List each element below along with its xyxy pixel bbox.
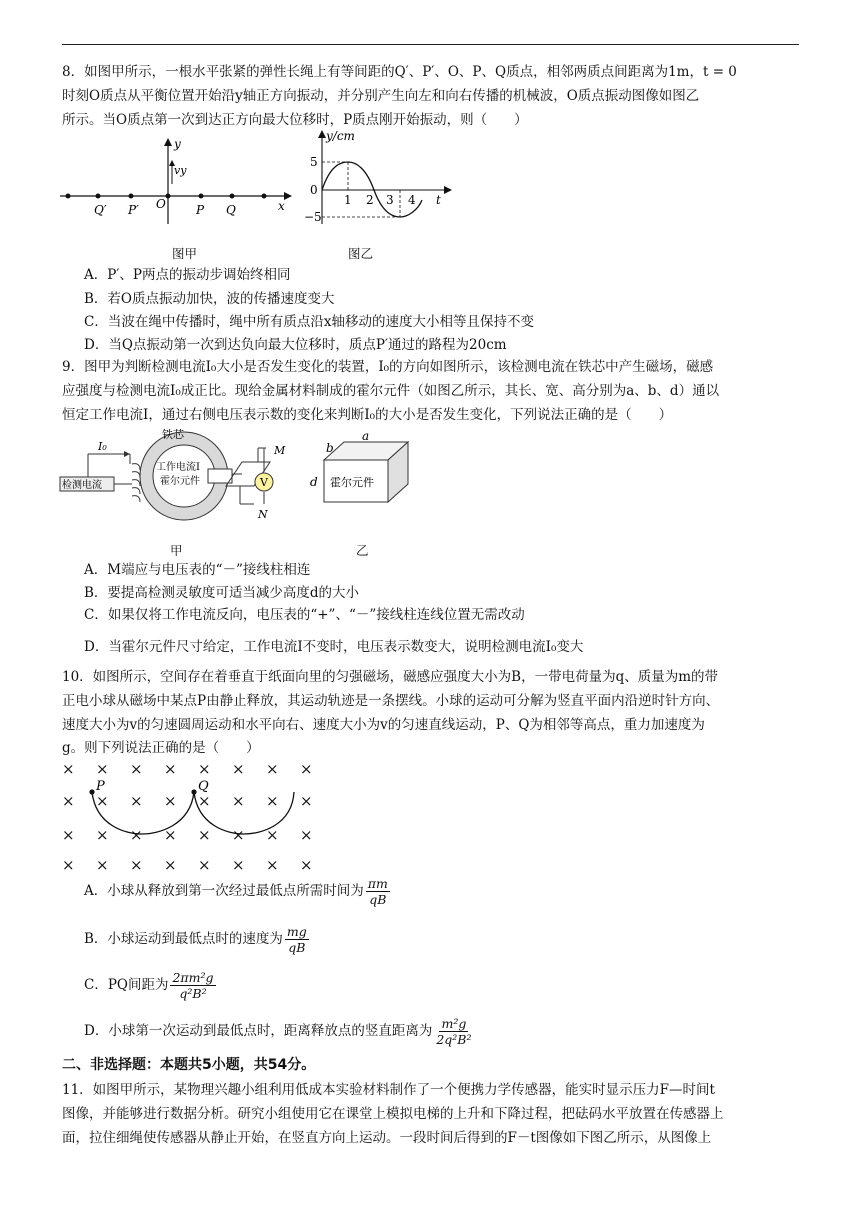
field-cross: ×	[232, 760, 245, 778]
field-cross: ×	[198, 856, 211, 874]
field-cross: ×	[232, 826, 245, 844]
velocity-label: vy	[174, 164, 187, 177]
q10-line3: 速度大小为v的匀速圆周运动和水平向右、速度大小为v的匀速直线运动，P、Q为相邻等高点，重力加速度为	[62, 717, 705, 733]
fraction: $\frac{\text{m²g}}{\text{2q²B²}}$	[436, 1016, 472, 1047]
field-cross: ×	[96, 760, 109, 778]
q9-line2: 应强度与检测电流I₀成正比。现给金属材料制成的霍尔元件（如图乙所示，其长、宽、高分别为a、b、d）通以	[62, 383, 720, 399]
q11-line2: 图像，并能够进行数据分析。研究小组使用它在课堂上模拟电梯的上升和下降过程，把砝码水平放置在传感器上	[62, 1106, 724, 1122]
point-label: P	[96, 779, 105, 794]
point-label: P′	[128, 203, 139, 217]
field-cross: ×	[130, 826, 143, 844]
terminal-label: N	[258, 508, 268, 521]
field-cross: ×	[130, 856, 143, 874]
tick-label: 4	[408, 193, 416, 207]
tick-label: 1	[344, 193, 352, 207]
header-rule	[62, 44, 799, 45]
fraction: $\frac{mg}{qB}$	[286, 924, 307, 955]
q9-line1: 9．图甲为判断检测电流I₀大小是否发生变化的装置，I₀的方向如图所示，该检测电流在铁芯中产生磁场，磁感	[62, 359, 714, 375]
dim-label: b	[326, 441, 334, 455]
axis-label: x	[278, 199, 285, 213]
field-cross: ×	[198, 826, 211, 844]
q8-fig-jia-caption: 图甲	[172, 246, 198, 261]
current-label: I₀	[98, 440, 107, 453]
tick-label: 2	[366, 193, 374, 207]
field-cross: ×	[62, 760, 75, 778]
field-cross: ×	[62, 792, 75, 810]
field-cross: ×	[300, 826, 313, 844]
point-label: Q	[198, 779, 209, 794]
field-cross: ×	[266, 856, 279, 874]
field-cross: ×	[232, 856, 245, 874]
field-cross: ×	[300, 792, 313, 810]
q9-figure-yi	[304, 430, 424, 510]
fraction: $\frac{\text{2πm²g}}{\text{q²B²}}$	[172, 970, 214, 1001]
q9-fig-jia-caption: 甲	[170, 543, 183, 558]
field-cross: ×	[96, 792, 109, 810]
field-cross: ×	[96, 826, 109, 844]
fraction: $\frac{\pi m}{qB}$	[367, 876, 388, 907]
field-cross: ×	[300, 856, 313, 874]
terminal-label: M	[274, 444, 286, 457]
tick-label: 0	[310, 183, 318, 197]
field-cross: ×	[62, 856, 75, 874]
hall-label: 霍尔元件	[330, 476, 374, 489]
axis-label: y/cm	[326, 129, 355, 143]
voltmeter-label: V	[260, 476, 268, 489]
field-cross: ×	[198, 792, 211, 810]
q9-option-c[interactable]: C．如果仅将工作电流反向，电压表的“+”、“－”接线柱连线位置无需改动	[84, 607, 525, 623]
q8-option-d[interactable]: D．当Q点振动第一次到达负向最大位移时，质点P′通过的路程为20cm	[84, 337, 507, 353]
field-cross: ×	[232, 792, 245, 810]
q8-option-a[interactable]: A．P′、P两点的振动步调始终相同	[84, 267, 291, 283]
q10-option-d[interactable]: D．小球第一次运动到最低点时，距离释放点的竖直距离为 $\frac{\text{m²g}}{\text{2q²B²}}$	[84, 1016, 472, 1047]
q10-option-b[interactable]: B．小球运动到最低点时的速度为 $\frac{mg}{qB}$	[84, 924, 307, 955]
q8-line2: 时刻O质点从平衡位置开始沿y轴正方向振动，并分别产生向左和向右传播的机械波，O质点振动图像如图乙	[62, 88, 700, 104]
axis-label: y	[174, 137, 181, 151]
field-cross: ×	[130, 792, 143, 810]
field-cross: ×	[198, 760, 211, 778]
field-cross: ×	[164, 760, 177, 778]
field-cross: ×	[130, 760, 143, 778]
field-cross: ×	[164, 792, 177, 810]
dim-label: a	[362, 430, 370, 443]
q8-figure-yi	[300, 128, 460, 228]
field-cross: ×	[96, 856, 109, 874]
point-label: Q′	[94, 203, 107, 217]
q8-option-b[interactable]: B．若O质点振动加快，波的传播速度变大	[84, 291, 335, 307]
q9-option-a[interactable]: A．M端应与电压表的“－”接线柱相连	[84, 562, 311, 578]
q11-line1: 11．如图甲所示，某物理兴趣小组利用低成本实验材料制作了一个便携力学传感器，能实时显示压力F—时间t	[62, 1082, 715, 1098]
field-cross: ×	[266, 826, 279, 844]
work-current-label: 工作电流I	[156, 462, 200, 473]
field-cross: ×	[164, 856, 177, 874]
q9-option-b[interactable]: B．要提高检测灵敏度可适当减少高度d的大小	[84, 585, 360, 601]
q8-line1: 8．如图甲所示，一根水平张紧的弹性长绳上有等间距的Q′、P′、O、P、Q质点，相邻两质点间距离为1m，t = 0	[62, 64, 737, 80]
q8-figure-jia	[56, 136, 296, 226]
q10-line4: g。则下列说法正确的是（ ）	[62, 740, 260, 756]
field-cross: ×	[266, 792, 279, 810]
q10-option-a[interactable]: A．小球从释放到第一次经过最低点所需时间为 $\frac{\pi m}{qB}$	[84, 876, 388, 907]
q10-option-c[interactable]: C．PQ间距为 $\frac{\text{2πm²g}}{\text{q²B²}}$	[84, 970, 214, 1001]
q10-figure-field	[56, 756, 336, 874]
tick-label: 5	[310, 155, 318, 169]
q9-option-d[interactable]: D．当霍尔元件尺寸给定，工作电流I不变时，电压表示数变大，说明检测电流I₀变大	[84, 639, 584, 655]
point-label: Q	[226, 203, 236, 217]
tick-label: −5	[304, 210, 322, 224]
detect-label: 检测电流	[62, 480, 102, 491]
q10-line1: 10．如图所示，空间存在着垂直于纸面向里的匀强磁场，磁感应强度大小为B，一带电荷量为q、质量为m的带	[62, 669, 719, 685]
point-label: P	[196, 203, 205, 217]
tick-label: 3	[386, 193, 394, 207]
q9-fig-yi-caption: 乙	[356, 543, 369, 558]
field-cross: ×	[266, 760, 279, 778]
q9-figure-jia	[58, 424, 298, 524]
section-heading: 二、非选择题：本题共5小题，共54分。	[62, 1057, 316, 1073]
q10-line2: 正电小球从磁场中某点P由静止释放，其运动轨迹是一条摆线。小球的运动可分解为竖直平面内沿逆时针方向、	[62, 693, 720, 709]
field-cross: ×	[164, 826, 177, 844]
q8-option-c[interactable]: C．当波在绳中传播时，绳中所有质点沿x轴移动的速度大小相等且保持不变	[84, 314, 534, 330]
q8-fig-yi-caption: 图乙	[348, 246, 374, 261]
axis-label: t	[436, 193, 441, 207]
q11-line3: 面，拉住细绳使传感器从静止开始，在竖直方向上运动。一段时间后得到的F－t图像如下图乙所示，从图像上	[62, 1130, 712, 1146]
q9-line3: 恒定工作电流I，通过右侧电压表示数的变化来判断I₀的大小是否发生变化，下列说法正确的是（ ）	[62, 407, 673, 423]
hall-label: 霍尔元件	[160, 476, 200, 487]
field-cross: ×	[62, 826, 75, 844]
core-label: 铁芯	[162, 428, 184, 441]
dim-label: d	[310, 475, 318, 489]
point-label: O	[156, 197, 166, 211]
field-cross: ×	[300, 760, 313, 778]
q8-line3: 所示。当O质点第一次到达正方向最大位移时，P质点刚开始振动，则（ ）	[62, 112, 528, 128]
